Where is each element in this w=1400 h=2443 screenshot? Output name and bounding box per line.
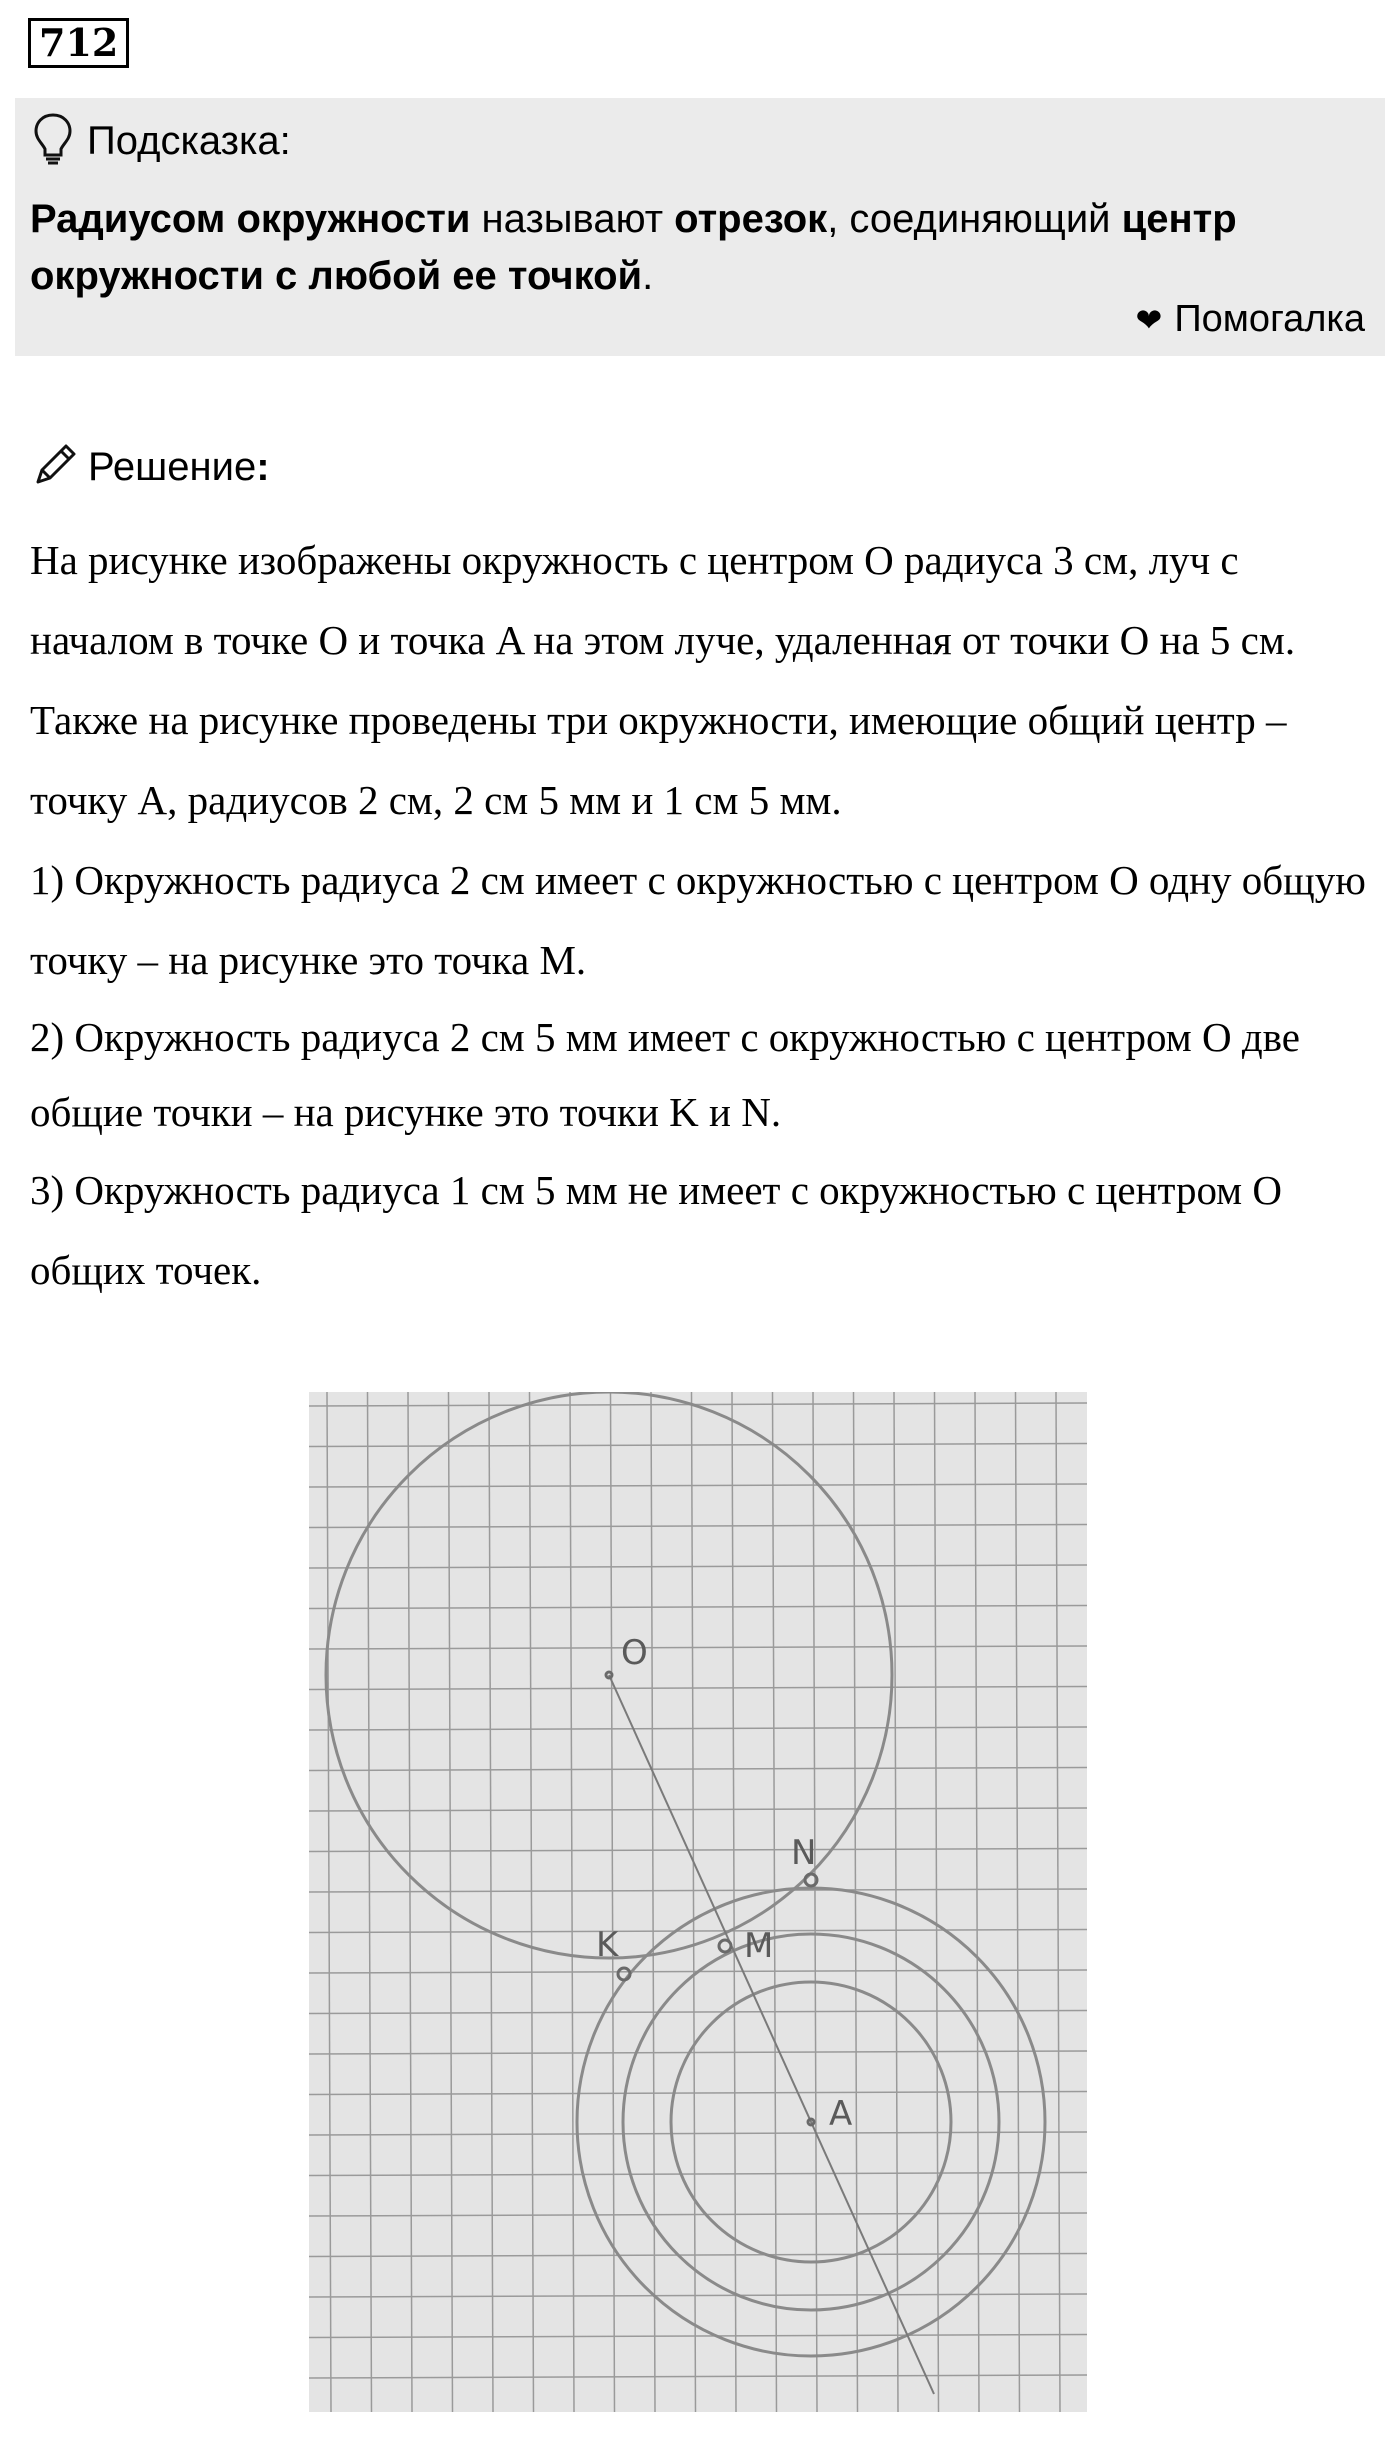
figure-drawing [309,1392,1087,2412]
heart-icon: ❤ [1135,301,1163,338]
paper-background [309,1392,1087,2412]
label-a: A [829,2094,853,2134]
hint-segment: Радиусом окружности [30,197,471,241]
solution-text [30,520,1370,1310]
hint-box [15,98,1385,356]
problem-number: 712 [28,18,129,68]
solution-title-text: Решение [88,445,257,489]
hint-header [33,112,291,171]
label-k: K [596,1925,619,1965]
hint-segment: центр окружности с любой ее точкой [30,197,1237,298]
pencil-icon [30,440,80,495]
hint-text [30,191,1360,305]
hint-segment: . [642,254,654,298]
label-n: N [791,1833,817,1873]
solution-paragraph: 1) Окружность радиуса 2 см имеет с окружностью с центром O одну общую точку – на рисунке это точка M. [30,857,1366,983]
label-m: M [744,1926,774,1966]
label-o: O [621,1633,648,1673]
source-text: Помогалка [1174,298,1365,340]
source-label [1136,298,1365,341]
solution-paragraph: 2) Окружность радиуса 2 см 5 мм имеет с окружностью с центром O две общие точки – на рисунке это точки K и N. [30,1014,1300,1135]
solution-title [88,445,270,490]
solution-header [30,440,270,495]
solution-paragraph: На рисунке изображены окружность с центром O радиуса 3 см, луч с началом в точке O и точка A на этом луче, удаленная от точки O на 5 см. Также на рисунке проведены три окружности, имеющие общий центр – точку A, радиусов 2 см, 2 см 5 мм и 1 см 5 мм. [30,537,1296,823]
hint-segment: отрезок [674,197,828,241]
hint-title: Подсказка: [87,119,291,163]
solution-paragraph: 3) Окружность радиуса 1 см 5 мм не имеет с окружностью с центром O общих точек. [30,1167,1282,1293]
hint-segment: называют [470,197,675,241]
hint-segment: , соединяющий [827,197,1122,241]
figure-photo [309,1392,1087,2412]
lightbulb-icon [33,112,73,171]
solution-title-colon: : [256,445,270,489]
